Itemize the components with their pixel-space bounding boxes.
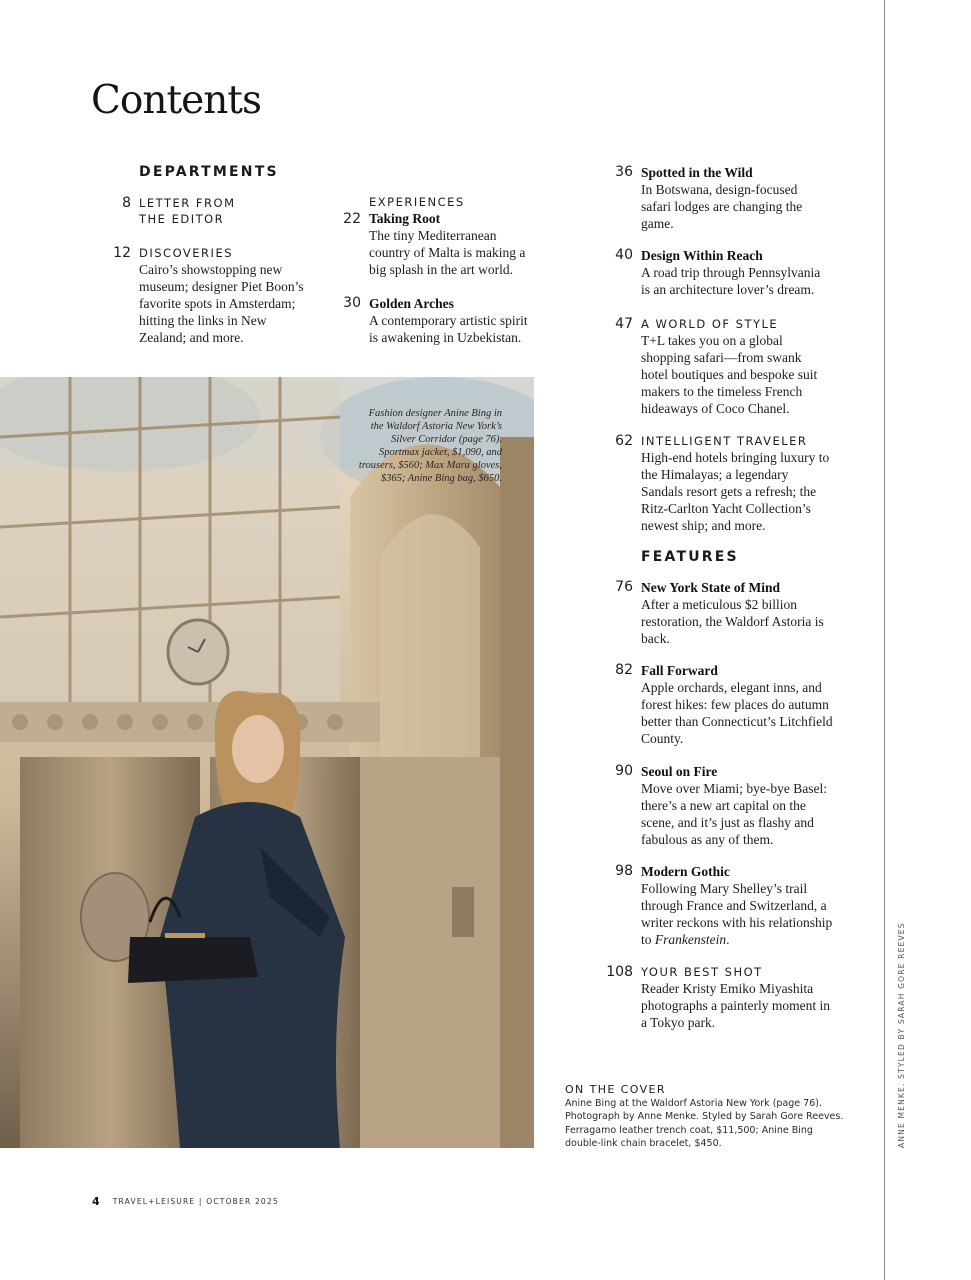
entry-description: A road trip through Pennsylvania is an architecture lover’s dream.: [641, 265, 821, 297]
toc-entry-letter-from-editor[interactable]: [122, 195, 339, 227]
entry-description-text: Following Mary Shelley’s trail through France and Switzerland, a writer reckons with his relationship to: [641, 881, 833, 947]
toc-entry-seoul-on-fire[interactable]: [615, 763, 831, 848]
page-number: 36: [615, 164, 633, 180]
page-number: 8: [122, 195, 131, 211]
page-title: Contents: [91, 78, 261, 123]
page-number: 82: [615, 662, 633, 678]
entry-label: LETTER FROM THE EDITOR: [139, 196, 236, 226]
entry-headline: New York State of Mind: [641, 580, 780, 595]
entry-headline: Design Within Reach: [641, 248, 763, 263]
page-number: 40: [615, 247, 633, 263]
toc-entry-world-of-style[interactable]: [615, 316, 831, 417]
footer-magazine-info: TRAVEL+LEISURE | OCTOBER 2025: [112, 1197, 279, 1206]
entry-description: The tiny Mediterranean country of Malta is making a big splash in the art world.: [369, 228, 526, 277]
page-number: 108: [606, 964, 633, 980]
entry-description: Reader Kristy Emiko Miyashita photographs a painterly moment in a Tokyo park.: [641, 981, 830, 1030]
entry-label: A WORLD OF STYLE: [641, 317, 779, 331]
entry-description: Apple orchards, elegant inns, and forest hikes: few places do autumn better than Connecticut’s Litchfield County.: [641, 680, 833, 746]
page-divider-rule: [884, 0, 885, 1280]
page-number: 90: [615, 763, 633, 779]
page-number: 22: [343, 211, 361, 227]
entry-description-italic: Frankenstein: [654, 932, 727, 947]
photo-credit: ANNE MENKE. STYLED BY SARAH GORE REEVES: [897, 922, 906, 1148]
toc-entry-golden-arches[interactable]: [343, 295, 539, 346]
toc-entry-your-best-shot[interactable]: [606, 964, 833, 1031]
entry-headline: Fall Forward: [641, 663, 718, 678]
toc-entry-design-within-reach[interactable]: [615, 247, 831, 298]
entry-description-end: .: [726, 932, 730, 947]
page-number: 62: [615, 433, 633, 449]
entry-description: In Botswana, design-focused safari lodges are changing the game.: [641, 182, 803, 231]
entry-label: INTELLIGENT TRAVELER: [641, 434, 808, 448]
entry-description: [641, 880, 833, 948]
page-number: 30: [343, 295, 361, 311]
toc-entry-spotted-in-the-wild[interactable]: [615, 164, 811, 232]
features-heading: FEATURES: [641, 549, 739, 565]
toc-entry-taking-root[interactable]: [343, 194, 537, 278]
toc-entry-discoveries[interactable]: [113, 245, 309, 346]
entry-headline: Modern Gothic: [641, 864, 730, 879]
cover-heading: ON THE COVER: [565, 1083, 666, 1096]
entry-headline: Spotted in the Wild: [641, 165, 753, 180]
waldorf-corridor-illustration: [0, 377, 534, 1148]
entry-description: A contemporary artistic spirit is awakening in Uzbekistan.: [369, 313, 528, 345]
toc-entry-fall-forward[interactable]: [615, 662, 833, 747]
entry-description: Move over Miami; bye-bye Basel: there’s a new art capital on the scene, and it’s just as flashy and fabulous as any of them.: [641, 781, 827, 847]
cover-text: Anine Bing at the Waldorf Astoria New York (page 76). Photograph by Anne Menke. Styled by Sarah Gore Reeves. Ferragamo leather trench coat, $11,500; Anine Bing double-link chain bracelet, $450.: [565, 1098, 844, 1149]
page-footer: [92, 1190, 279, 1209]
entry-description: High-end hotels bringing luxury to the Himalayas; a legendary Sandals resort gets a refresh; the Ritz-Carlton Yacht Collection’s newest ship; and more.: [641, 450, 830, 533]
departments-heading: DEPARTMENTS: [139, 164, 279, 180]
page-number: 76: [615, 579, 633, 595]
page-number: 47: [615, 316, 633, 332]
entry-description: T+L takes you on a global shopping safari—from swank hotel boutiques and bespoke suit makers to the timeless French hideaways of Coco Chanel.: [641, 333, 818, 416]
page-number: 98: [615, 863, 633, 879]
toc-entry-new-york-state-of-mind[interactable]: [615, 579, 831, 647]
entry-label: YOUR BEST SHOT: [641, 965, 763, 979]
page-number: 12: [113, 245, 131, 261]
feature-photo: [0, 377, 534, 1148]
entry-description: Cairo’s showstopping new museum; designer Piet Boon’s favorite spots in Amsterdam; hitting the links in New Zealand; and more.: [139, 262, 304, 345]
photo-caption: Fashion designer Anine Bing in the Waldorf Astoria New York’s Silver Corridor (page 76). Sportmax jacket, $1,090, and trousers, $560; Max Mara gloves, $365; Anine Bing bag, $650.: [358, 408, 502, 484]
on-the-cover: [565, 1083, 850, 1150]
toc-entry-modern-gothic[interactable]: [615, 863, 833, 948]
entry-label: EXPERIENCES: [369, 195, 465, 209]
entry-description: After a meticulous $2 billion restoration, the Waldorf Astoria is back.: [641, 597, 824, 646]
entry-headline: Seoul on Fire: [641, 764, 718, 779]
entry-headline: Golden Arches: [369, 296, 454, 311]
entry-headline: Taking Root: [369, 211, 441, 226]
footer-page-number: 4: [92, 1195, 100, 1208]
entry-label: DISCOVERIES: [139, 246, 234, 260]
toc-entry-intelligent-traveler[interactable]: [615, 433, 831, 534]
